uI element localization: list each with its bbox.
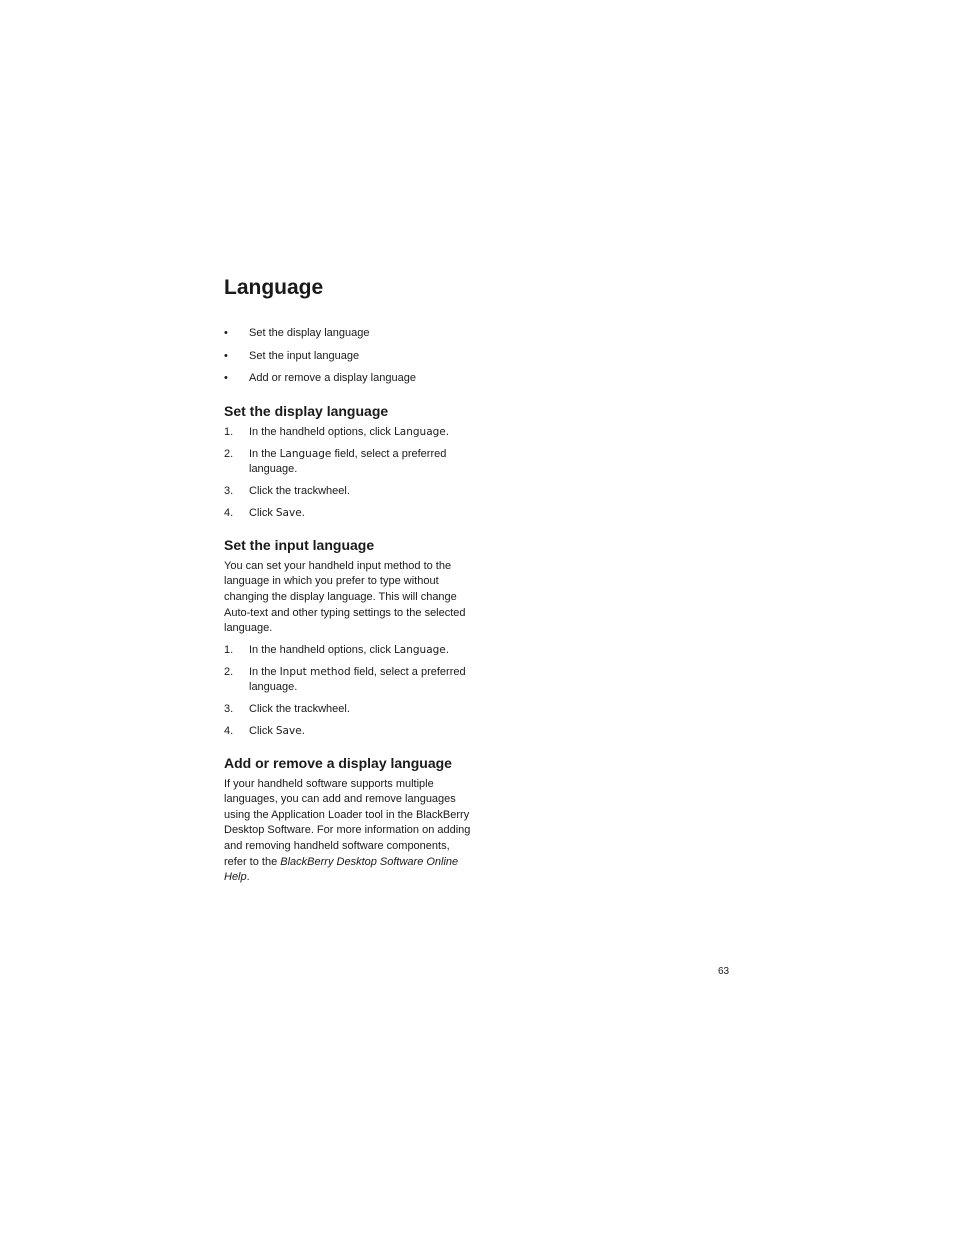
step-item [224,484,474,500]
topic-item-label: Set the display language [249,327,370,339]
ui-term: Save. [275,507,306,520]
step-text: Click [249,725,276,738]
step-text: Click the trackwheel. [249,485,350,498]
step-item [224,447,474,478]
step-text: field, select a preferred language. [249,447,447,476]
help-reference: BlackBerry Desktop Software Online Help [224,855,459,884]
step-text: In the [249,665,280,678]
step-number: 1. [224,426,234,438]
step-text: Click the trackwheel. [249,703,350,716]
step-item [224,506,474,522]
topic-item [224,349,474,364]
step-list [224,643,474,740]
ui-term: Input method [279,665,351,678]
section-heading: Set the input language [224,536,375,553]
step-list [224,425,474,522]
step-text: field, select a preferred language. [249,665,466,694]
ui-term: Language. [393,426,450,438]
step-number: 1. [224,643,234,656]
step-number: 2. [224,665,234,678]
topic-list [224,326,474,386]
step-number: 3. [224,485,234,498]
section-display-language [224,402,474,522]
step-number: 2. [224,447,234,460]
section-heading: Set the display language [224,403,389,419]
section-input-language [224,536,474,740]
section-heading: Add or remove a display language [224,754,452,771]
bullet-icon: • [224,349,228,362]
bullet-icon: • [224,327,228,339]
step-item [224,724,474,740]
step-text: In the [249,447,280,460]
page-content [224,274,474,892]
body-text: . [246,871,250,884]
page-number: 63 [718,966,730,977]
section-add-remove-language [224,754,474,886]
ui-term: Language. [393,643,450,656]
step-text: In the handheld options, click [249,426,394,438]
ui-term: Language [279,447,332,460]
topic-item-label: Set the input language [249,349,360,362]
step-item [224,643,474,659]
topic-item [224,326,474,341]
step-text: Click [249,507,276,520]
ui-term: Save. [275,725,306,738]
step-number: 4. [224,507,234,520]
page-title: Language [224,276,324,299]
section-intro: You can set your handheld input method to the language in which you prefer to type without changing the display language. This will change Auto-text and other typing settings to the selected language. [224,559,466,635]
step-item [224,665,474,696]
topic-item [224,371,474,386]
body-text: If your handheld software supports multiple languages, you can add and remove languages using the Application Loader tool in the BlackBerry Desktop Software. For more information on adding and removing handheld software components, refer to the [224,777,471,868]
step-text: In the handheld options, click [249,643,394,656]
section-body [224,777,474,886]
bullet-icon: • [224,372,228,384]
topic-item-label: Add or remove a display language [249,372,416,384]
step-number: 4. [224,725,234,738]
step-number: 3. [224,703,234,716]
step-item [224,702,474,718]
step-item [224,425,474,441]
